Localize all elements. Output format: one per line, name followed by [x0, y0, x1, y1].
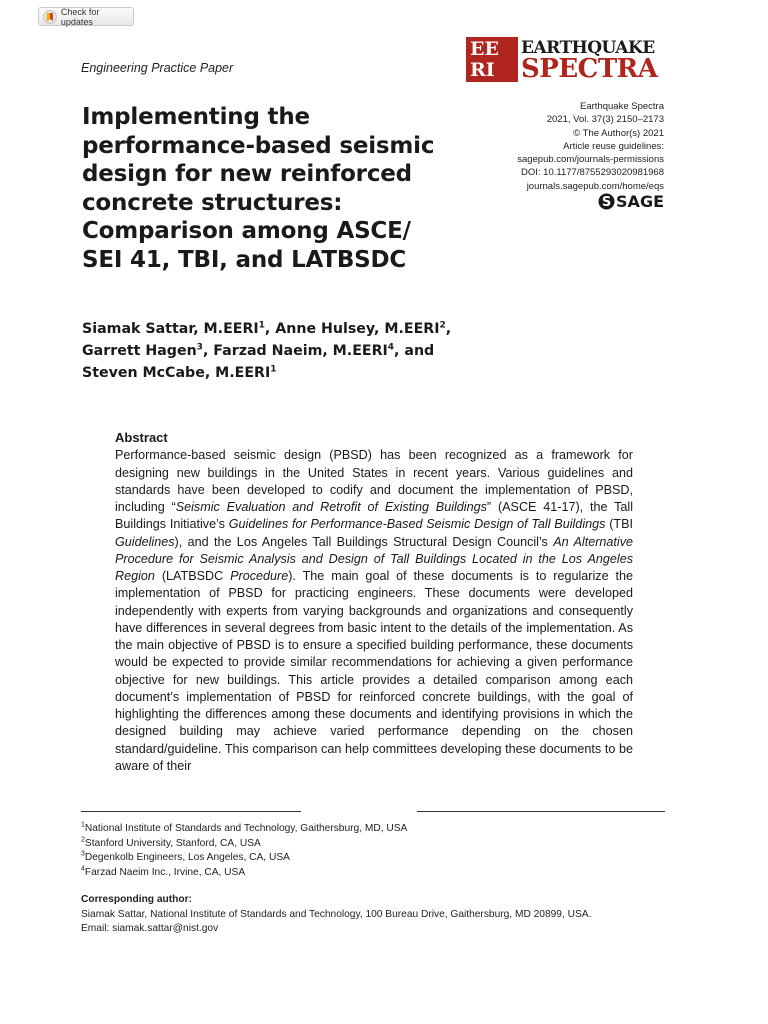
reuse-label: Article reuse guidelines:: [563, 140, 664, 152]
journal-logo: [466, 37, 664, 82]
check-for-updates-label: Check for updates: [60, 6, 100, 27]
issue-info: 2021, Vol. 37(3) 2150–2173: [546, 114, 664, 126]
author-separator: , and: [394, 343, 435, 359]
author-name: Anne Hulsey, M.EERI: [275, 321, 440, 337]
logo-block-top: EE: [470, 38, 499, 60]
doi[interactable]: DOI: 10.1177/8755293020981968: [521, 167, 664, 179]
svg-text:S: S: [601, 195, 612, 210]
abstract-italic-text: Guidelines for Performance-Based Seismic Design of Tall Buildings: [228, 517, 606, 532]
abstract-text: ). The main goal of these documents is to regularize the implementation of PBSD for practicing engineers. These documents were developed independently with experts from varying backgrounds and organizations and consequently have differences in several degrees from basic intent to the details of the implementation. As the main objective of PBSD is to ensure a specified building performance, these documents would be expected to provide similar recommendations for achieving a given performance objective for new buildings. This article provides a detailed comparison among each document’s implementation of PBSD for reinforced concrete buildings, with the goal of highlighting the differences among these documents and identifying provisions in which the designed building may achieve varied performance depending on the chosen standard/guideline. This comparison can help committees developing these documents to be aware of their: [115, 569, 633, 773]
author-name: Siamak Sattar, M.EERI: [82, 321, 259, 337]
abstract-italic-text: An Alternative Procedure for Seismic Analysis and Design of Tall Buildings Located in the Los Angeles Region: [115, 534, 634, 583]
publication-metadata: [517, 100, 664, 193]
copyright: © The Author(s) 2021: [573, 127, 664, 139]
author-name: Garrett Hagen: [82, 343, 197, 359]
affiliation-number: 1: [81, 821, 85, 829]
check-for-updates-badge[interactable]: [38, 7, 134, 26]
affiliation-text: National Institute of Standards and Technology, Gaithersburg, MD, USA: [84, 823, 408, 834]
affiliation-line: [81, 837, 407, 852]
affiliation-line: [81, 822, 407, 837]
corresponding-email[interactable]: Email: siamak.sattar@nist.gov: [81, 923, 219, 934]
abstract-body: [115, 447, 633, 775]
author-list: [82, 318, 542, 384]
abstract-italic-text: Procedure: [230, 569, 289, 583]
affiliation-number: 3: [81, 850, 85, 858]
abstract-text: ), and the Los Angeles Tall Buildings Structural Design Council’s: [174, 534, 554, 549]
sage-wordmark: SAGE: [616, 192, 664, 211]
paper-type: Engineering Practice Paper: [81, 61, 234, 75]
abstract-text: (TBI: [605, 517, 633, 532]
affiliation-text: Farzad Naeim Inc., Irvine, CA, USA: [84, 866, 246, 878]
logo-block-bottom: RI: [470, 59, 495, 81]
logo-word-bottom: SPECTRA: [521, 54, 658, 84]
author-separator: ,: [264, 321, 276, 337]
abstract-italic-text: Seismic Evaluation and Retrofit of Existing Buildings: [175, 500, 487, 514]
affiliation-number: 4: [81, 865, 85, 873]
author-affiliation-mark: 1: [258, 320, 265, 331]
crossmark-icon: [43, 10, 57, 24]
author-separator: ,: [445, 321, 452, 337]
affiliation-number: 2: [81, 836, 85, 844]
affiliations: [81, 822, 407, 880]
logo-block: [466, 37, 518, 82]
abstract-italic-text: Guidelines: [115, 534, 175, 549]
abstract-heading: Abstract: [115, 430, 168, 445]
affiliation-line: [81, 866, 407, 881]
sage-s-icon: [598, 193, 615, 210]
author-affiliation-mark: 3: [196, 342, 203, 353]
journal-name: Earthquake Spectra: [580, 101, 664, 112]
abstract: [115, 429, 633, 775]
abstract-text: Performance-based seismic design (PBSD) has been recognized as a framework for designing new buildings in the United States in recent years. Various guidelines and standards have been developed to codify and document the implementation of PBSD, including “: [115, 448, 633, 514]
author-name: Farzad Naeim, M.EERI: [213, 343, 388, 359]
footnote-divider-right: [417, 811, 665, 812]
author-affiliation-mark: 2: [439, 320, 446, 331]
corresponding-heading: Corresponding author:: [81, 894, 192, 905]
author-name: Steven McCabe, M.EERI: [82, 365, 271, 381]
journal-link[interactable]: journals.sagepub.com/home/eqs: [526, 180, 664, 192]
paper-title: Implementing the performance-based seismic design for new reinforced concrete structures: Comparison among ASCE/ SEI 41, TBI, and LATBSDC: [82, 104, 435, 273]
sage-logo: [598, 192, 664, 211]
footnote-divider-left: [81, 811, 301, 812]
affiliation-text: Degenkolb Engineers, Los Angeles, CA, USA: [84, 852, 290, 863]
logo-word-top: EARTHQUAKE: [521, 38, 655, 58]
affiliation-line: [81, 851, 407, 866]
author-separator: ,: [202, 343, 214, 359]
author-affiliation-mark: 4: [387, 342, 395, 353]
abstract-text: (LATBSDC: [154, 569, 231, 583]
affiliation-text: Stanford University, Stanford, CA, USA: [84, 837, 261, 849]
corresponding-author: [81, 893, 591, 937]
author-affiliation-mark: 1: [270, 364, 277, 375]
corresponding-address: Siamak Sattar, National Institute of Standards and Technology, 100 Bureau Drive, Gaithersburg, MD 20899, USA.: [81, 908, 592, 920]
abstract-text: ” (ASCE 41-17), the Tall Buildings Initiative’s: [115, 500, 633, 532]
reuse-link[interactable]: sagepub.com/journals-permissions: [517, 154, 664, 166]
